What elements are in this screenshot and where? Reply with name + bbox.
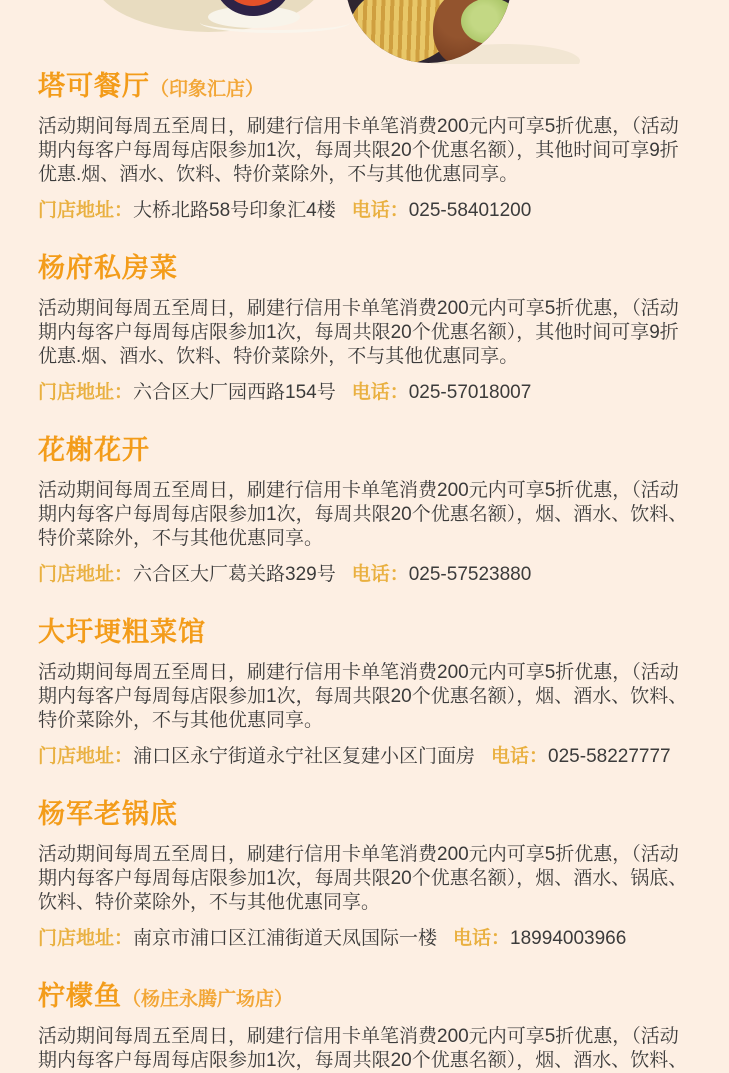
phone-label: 电话： xyxy=(491,746,549,767)
restaurant-section-huaxie xyxy=(38,436,693,586)
address-label: 门店地址： xyxy=(38,382,134,403)
address-value: 大桥北路58号印象汇4楼 xyxy=(133,200,336,221)
restaurant-name xyxy=(38,982,693,1014)
address-label: 门店地址： xyxy=(38,564,134,585)
address-value: 六合区大厂园西路154号 xyxy=(133,382,336,403)
tomatoes-image xyxy=(223,0,283,6)
restaurant-name-text: 花榭花开 xyxy=(38,435,150,465)
restaurant-section-dayugeng xyxy=(38,618,693,768)
phone-label: 电话： xyxy=(453,928,511,949)
restaurant-section-yangjun xyxy=(38,800,693,950)
restaurant-name xyxy=(38,72,693,104)
restaurant-offer-description: 活动期间每周五至周日，刷建行信用卡单笔消费200元内可享5折优惠，（活动期内每客户每周每店限参加1次，每周共限20个优惠名额），其他时间可享9折优惠.烟、酒水、饮料、特价菜除外，不与其他优惠同享。 xyxy=(38,116,679,185)
hero-food-images xyxy=(0,0,729,64)
restaurant-offer-description: 活动期间每周五至周日，刷建行信用卡单笔消费200元内可享5折优惠，（活动期内每客户每周每店限参加1次，每周共限20个优惠名额），烟、酒水、饮料、特价菜除外，不与其他优惠同享。 xyxy=(38,480,688,549)
address-label: 门店地址： xyxy=(38,746,134,767)
address-value: 六合区大厂葛关路329号 xyxy=(133,564,336,585)
restaurant-offers-list xyxy=(0,64,729,1073)
restaurant-contact xyxy=(38,564,693,586)
restaurant-name-text: 杨军老锅底 xyxy=(38,799,178,829)
phone-value: 025-58401200 xyxy=(408,200,532,221)
restaurant-section-ningmengyu xyxy=(38,982,693,1073)
phone-label: 电话： xyxy=(351,564,409,585)
restaurant-name-text: 柠檬鱼 xyxy=(38,981,122,1011)
address-value: 浦口区永宁街道永宁社区复建小区门面房 xyxy=(133,746,476,767)
restaurant-offer-description: 活动期间每周五至周日，刷建行信用卡单笔消费200元内可享5折优惠，（活动期内每客户每周每店限参加1次，每周共限20个优惠名额），烟、酒水、饮料、特价菜除外，不与其他优惠同享。 xyxy=(38,662,688,731)
phone-value: 025-57523880 xyxy=(408,564,532,585)
restaurant-name xyxy=(38,254,693,286)
address-value: 南京市浦口区江浦街道天凤国际一楼 xyxy=(133,928,438,949)
restaurant-name-text: 大圩埂粗菜馆 xyxy=(38,617,206,647)
restaurant-branch: （杨庄永腾广场店） xyxy=(122,989,294,1010)
restaurant-offer-description: 活动期间每周五至周日，刷建行信用卡单笔消费200元内可享5折优惠，（活动期内每客户每周每店限参加1次，每周共限20个优惠名额），其他时间可享9折优惠.烟、酒水、饮料、特价菜除外，不与其他优惠同享。 xyxy=(38,298,679,367)
restaurant-name xyxy=(38,800,693,832)
phone-label: 电话： xyxy=(351,382,409,403)
restaurant-section-yangfu xyxy=(38,254,693,404)
restaurant-name-text: 塔可餐厅 xyxy=(38,71,150,101)
restaurant-section-takecafe xyxy=(38,72,693,222)
phone-value: 025-57018007 xyxy=(408,382,532,403)
restaurant-offer-description: 活动期间每周五至周日，刷建行信用卡单笔消费200元内可享5折优惠，（活动期内每客户每周每店限参加1次，每周共限20个优惠名额），烟、酒水、饮料、 xyxy=(38,1026,688,1071)
restaurant-name-text: 杨府私房菜 xyxy=(38,253,178,283)
address-label: 门店地址： xyxy=(38,200,134,221)
restaurant-contact xyxy=(38,382,693,404)
restaurant-name xyxy=(38,618,693,650)
restaurant-contact xyxy=(38,200,693,222)
restaurant-offer-description: 活动期间每周五至周日，刷建行信用卡单笔消费200元内可享5折优惠，（活动期内每客户每周每店限参加1次，每周共限20个优惠名额），烟、酒水、锅底、饮料、特价菜除外，不与其他优惠同享。 xyxy=(38,844,688,913)
restaurant-branch: （印象汇店） xyxy=(150,79,265,100)
restaurant-name xyxy=(38,436,693,468)
salad-bowl-image xyxy=(345,0,512,63)
restaurant-contact xyxy=(38,746,693,768)
phone-label: 电话： xyxy=(351,200,409,221)
phone-value: 025-58227777 xyxy=(548,746,671,767)
restaurant-contact xyxy=(38,928,693,950)
phone-value: 18994003966 xyxy=(510,928,627,949)
address-label: 门店地址： xyxy=(38,928,134,949)
